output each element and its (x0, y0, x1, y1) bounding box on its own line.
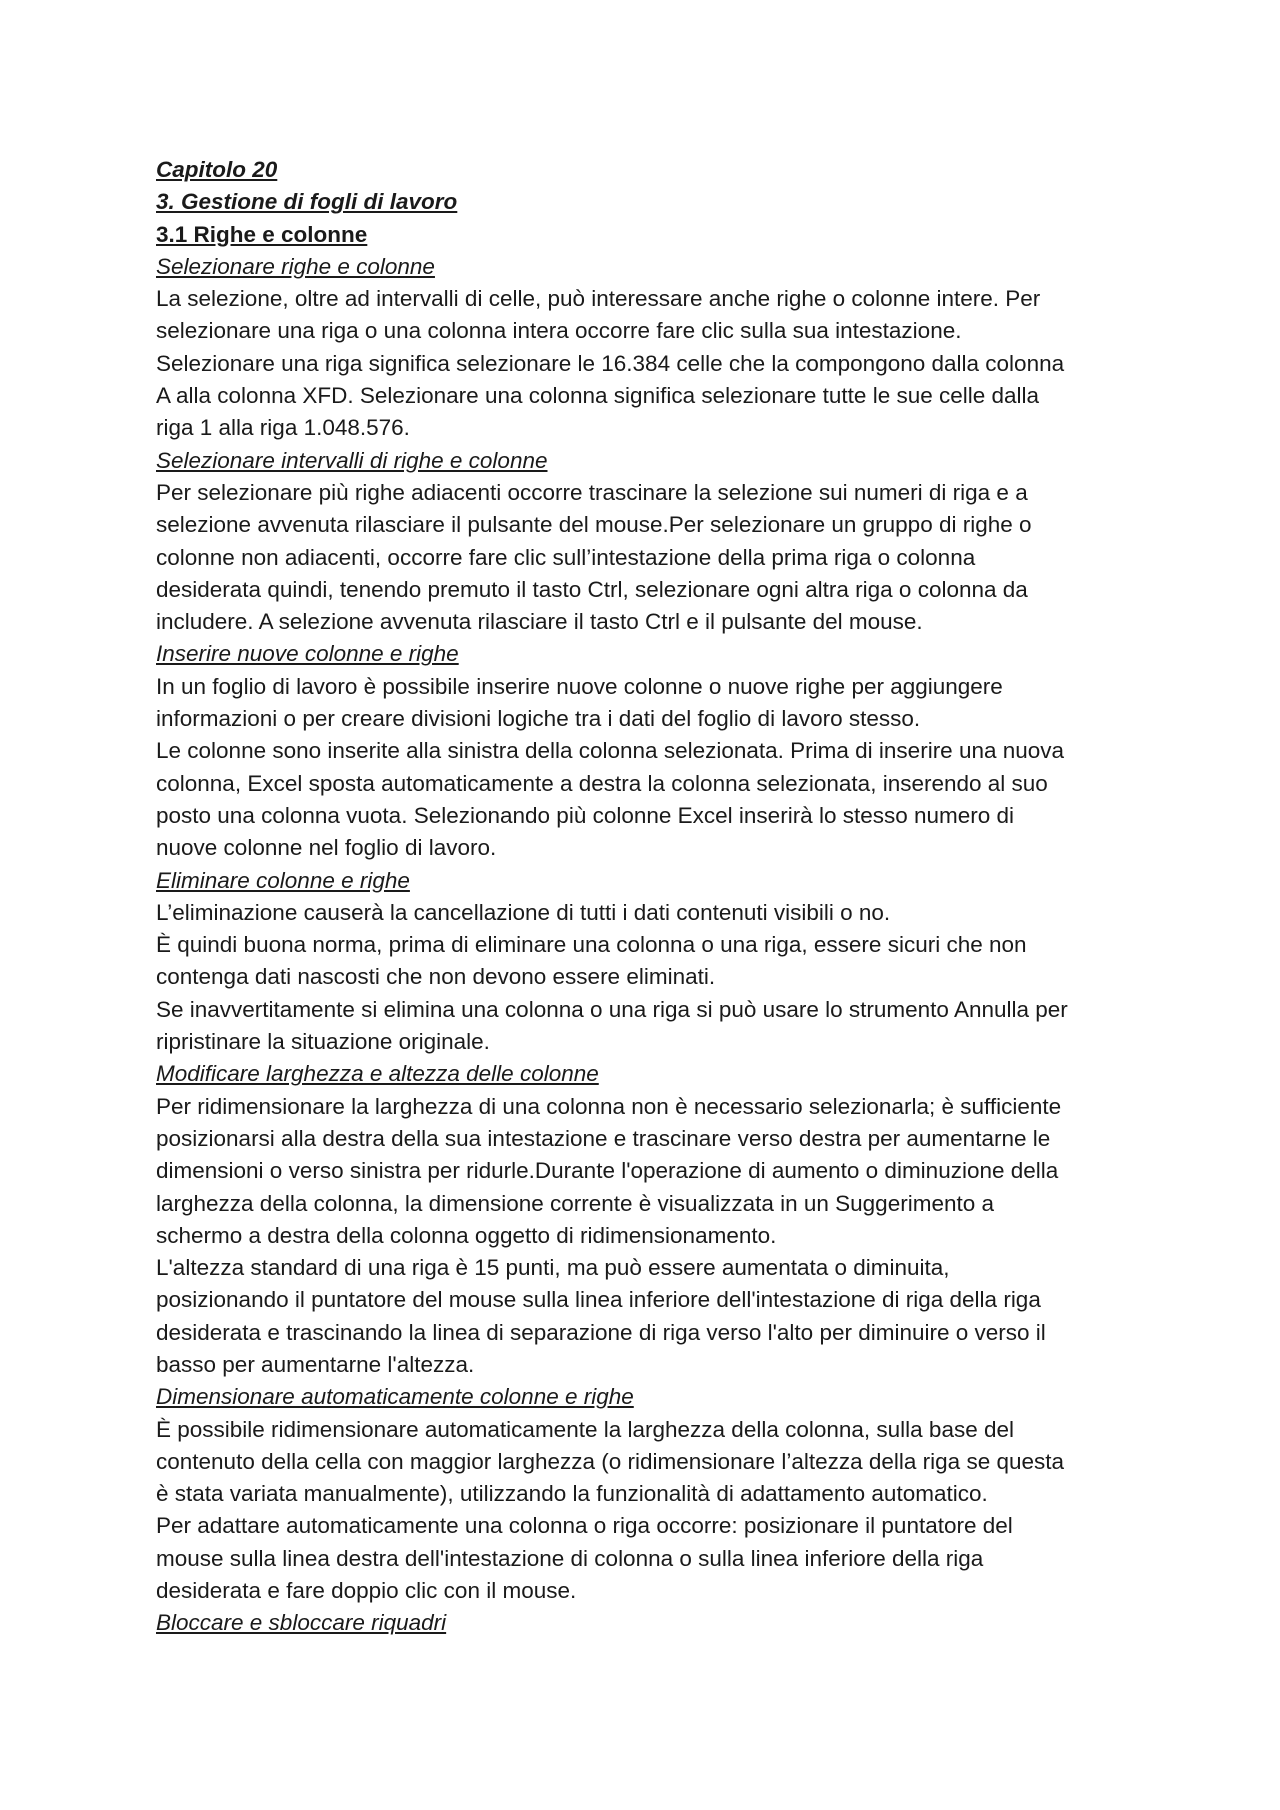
block-heading: Eliminare colonne e righe (156, 867, 410, 893)
paragraph-line: larghezza della colonna, la dimensione corrente è visualizzata in un Suggerimento a (156, 1190, 995, 1216)
paragraph-line: nuove colonne nel foglio di lavoro. (156, 835, 497, 861)
block-heading: Dimensionare automaticamente colonne e righe (156, 1384, 634, 1410)
paragraph-line: basso per aumentarne l'altezza. (156, 1351, 475, 1377)
paragraph-line: posto una colonna vuota. Selezionando più colonne Excel inserirà lo stesso numero di (156, 802, 1015, 828)
block-heading: Bloccare e sbloccare riquadri (156, 1610, 447, 1636)
document-page (156, 154, 1156, 1640)
paragraph-line: Per adattare automaticamente una colonna o riga occorre: posizionare il puntatore del (156, 1513, 1013, 1539)
paragraph-line: schermo a destra della colonna oggetto di ridimensionamento. (156, 1222, 777, 1248)
subsection-title: 3.1 Righe e colonne (156, 221, 368, 247)
paragraph-line: In un foglio di lavoro è possibile inserire nuove colonne o nuove righe per aggiungere (156, 673, 1003, 699)
paragraph-line: mouse sulla linea destra dell'intestazione di colonna o sulla linea inferiore della riga (156, 1545, 984, 1571)
paragraph-line: posizionarsi alla destra della sua intestazione e trascinare verso destra per aumentarne le (156, 1125, 1051, 1151)
paragraph-line: A alla colonna XFD. Selezionare una colonna significa selezionare tutte le sue celle dalla (156, 383, 1040, 409)
paragraph-line: dimensioni o verso sinistra per ridurle.Durante l'operazione di aumento o diminuzione della (156, 1158, 1059, 1184)
paragraph-line: L’eliminazione causerà la cancellazione di tutti i dati contenuti visibili o no. (156, 899, 891, 925)
block-heading: Selezionare intervalli di righe e colonne (156, 447, 548, 473)
paragraph-line: contenga dati nascosti che non devono essere eliminati. (156, 964, 716, 990)
paragraph-line: Per selezionare più righe adiacenti occorre trascinare la selezione sui numeri di riga e a (156, 479, 1028, 505)
paragraph-line: ripristinare la situazione originale. (156, 1029, 490, 1055)
paragraph-line: riga 1 alla riga 1.048.576. (156, 415, 410, 441)
paragraph-line: colonna, Excel sposta automaticamente a destra la colonna selezionata, inserendo al suo (156, 770, 1048, 796)
chapter-title: Capitolo 20 (156, 157, 278, 182)
paragraph-line: desiderata e trascinando la linea di separazione di riga verso l'alto per diminuire o verso il (156, 1319, 1046, 1345)
paragraph-line: selezionare una riga o una colonna intera occorre fare clic sulla sua intestazione. (156, 318, 962, 344)
block-heading: Selezionare righe e colonne (156, 253, 435, 279)
paragraph-line: Per ridimensionare la larghezza di una colonna non è necessario selezionarla; è sufficiente (156, 1093, 1062, 1119)
paragraph-line: Se inavvertitamente si elimina una colonna o una riga si può usare lo strumento Annulla per (156, 996, 1068, 1022)
paragraph-line: selezione avvenuta rilasciare il pulsante del mouse.Per selezionare un gruppo di righe o (156, 512, 1032, 538)
paragraph-line: La selezione, oltre ad intervalli di celle, può interessare anche righe o colonne intere. Per (156, 286, 1041, 312)
block-heading: Inserire nuove colonne e righe (156, 641, 459, 667)
paragraph-line: posizionando il puntatore del mouse sulla linea inferiore dell'intestazione di riga della riga (156, 1287, 1041, 1313)
paragraph-line: desiderata quindi, tenendo premuto il tasto Ctrl, selezionare ogni altra riga o colonna da (156, 576, 1028, 602)
paragraph-line: È quindi buona norma, prima di eliminare una colonna o una riga, essere sicuri che non (156, 932, 1027, 958)
paragraph-line: colonne non adiacenti, occorre fare clic sull’intestazione della prima riga o colonna (156, 544, 976, 570)
paragraph-line: includere. A selezione avvenuta rilasciare il tasto Ctrl e il pulsante del mouse. (156, 609, 923, 635)
paragraph-line: informazioni o per creare divisioni logiche tra i dati del foglio di lavoro stesso. (156, 706, 921, 732)
paragraph-line: L'altezza standard di una riga è 15 punti, ma può essere aumentata o diminuita, (156, 1255, 950, 1281)
paragraph-line: Selezionare una riga significa selezionare le 16.384 celle che la compongono dalla colonna (156, 350, 1065, 376)
paragraph-line: Le colonne sono inserite alla sinistra della colonna selezionata. Prima di inserire una nuova (156, 738, 1065, 764)
block-heading: Modificare larghezza e altezza delle colonne (156, 1061, 599, 1087)
paragraph-line: È possibile ridimensionare automaticamente la larghezza della colonna, sulla base del (156, 1416, 1014, 1442)
paragraph-line: desiderata e fare doppio clic con il mouse. (156, 1578, 577, 1604)
section-title: 3. Gestione di fogli di lavoro (156, 189, 458, 215)
paragraph-line: è stata variata manualmente), utilizzando la funzionalità di adattamento automatico. (156, 1481, 988, 1507)
paragraph-line: contenuto della cella con maggior larghezza (o ridimensionare l’altezza della riga se questa (156, 1448, 1065, 1474)
